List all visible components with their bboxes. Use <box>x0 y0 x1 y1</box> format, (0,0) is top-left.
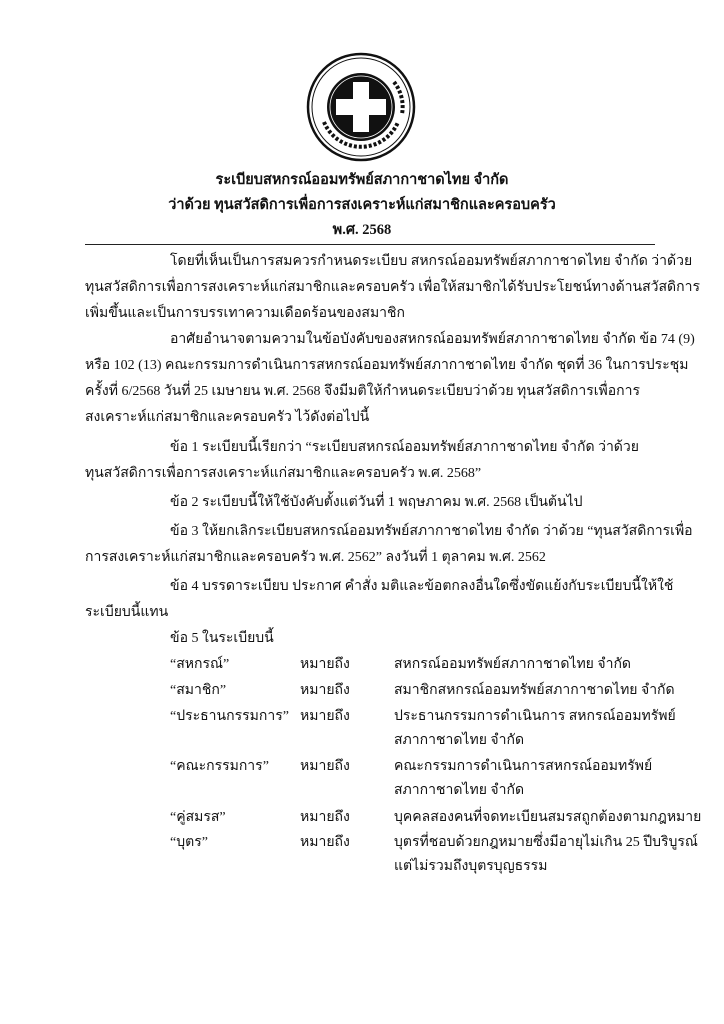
clause-2-line-1: ข้อ 2 ระเบียบนี้ให้ใช้บังคับตั้งแต่วันที่ 1 พฤษภาคม พ.ศ. 2568 เป็นต้นไป <box>170 495 583 510</box>
clause-1-line-1: ข้อ 1 ระเบียบนี้เรียกว่า “ระเบียบสหกรณ์ออมทรัพย์สภากาชาดไทย จำกัด ว่าด้วย <box>170 440 639 455</box>
clause-3-line-1: ข้อ 3 ให้ยกเลิกระเบียบสหกรณ์ออมทรัพย์สภากาชาดไทย จำกัด ว่าด้วย “ทุนสวัสดิการเพื่อ <box>170 524 693 539</box>
authority-line-4: สงเคราะห์แก่สมาชิกและครอบครัว ไว้ดังต่อไปนี้ <box>85 410 370 425</box>
definition-description-cont: แต่ไม่รวมถึงบุตรบุญธรรม <box>394 859 548 874</box>
definition-description: ประธานกรรมการดำเนินการ สหกรณ์ออมทรัพย์ <box>394 709 676 724</box>
definition-description: คณะกรรมการดำเนินการสหกรณ์ออมทรัพย์ <box>394 759 653 774</box>
clause-1-line-2: ทุนสวัสดิการเพื่อการสงเคราะห์แก่สมาชิกและครอบครัว พ.ศ. 2568” <box>85 466 482 481</box>
definition-description: บุตรที่ชอบด้วยกฎหมายซึ่งมีอายุไม่เกิน 25 ปีบริบูรณ์ <box>394 835 698 850</box>
definition-description: สมาชิกสหกรณ์ออมทรัพย์สภากาชาดไทย จำกัด <box>394 683 675 698</box>
definition-description-cont: สภากาชาดไทย จำกัด <box>394 783 525 798</box>
clause-4-line-2: ระเบียบนี้แทน <box>85 605 169 620</box>
authority-line-3: ครั้งที่ 6/2568 วันที่ 25 เมษายน พ.ศ. 2568 จึงมีมติให้กำหนดระเบียบว่าด้วย ทุนสวัสดิการเพื่อการ <box>85 384 641 399</box>
title-divider <box>85 244 655 245</box>
clause-5-line-1: ข้อ 5 ในระเบียบนี้ <box>170 631 274 646</box>
definition-means: หมายถึง <box>300 709 350 724</box>
definition-term: “ประธานกรรมการ” <box>170 709 289 724</box>
definition-term: “สมาชิก” <box>170 683 227 698</box>
definition-term: “สหกรณ์” <box>170 657 230 672</box>
definition-means: หมายถึง <box>300 810 350 825</box>
preamble-line-1: โดยที่เห็นเป็นการสมควรกำหนดระเบียบ สหกรณ์ออมทรัพย์สภากาชาดไทย จำกัด ว่าด้วย <box>170 254 693 269</box>
definition-term: “บุตร” <box>170 835 208 850</box>
authority-line-1: อาศัยอำนาจตามความในข้อบังคับของสหกรณ์ออมทรัพย์สภากาชาดไทย จำกัด ข้อ 74 (9) <box>170 332 695 347</box>
preamble-line-2: ทุนสวัสดิการเพื่อการสงเคราะห์แก่สมาชิกและครอบครัว เพื่อให้สมาชิกได้รับประโยชน์ทางด้านสวัสดิการ <box>85 280 701 295</box>
definition-means: หมายถึง <box>300 683 350 698</box>
definition-description: บุคคลสองคนที่จดทะเบียนสมรสถูกต้องตามกฎหมาย <box>394 810 702 825</box>
definition-means: หมายถึง <box>300 657 350 672</box>
definition-description-cont: สภากาชาดไทย จำกัด <box>394 733 525 748</box>
document-title-line2: ว่าด้วย ทุนสวัสดิการเพื่อการสงเคราะห์แก่สมาชิกและครอบครัว <box>168 197 556 213</box>
document-title-line1: ระเบียบสหกรณ์ออมทรัพย์สภากาชาดไทย จำกัด <box>215 172 509 188</box>
definition-description: สหกรณ์ออมทรัพย์สภากาชาดไทย จำกัด <box>394 657 632 672</box>
definition-term: “คณะกรรมการ” <box>170 759 269 774</box>
document-title-year: พ.ศ. 2568 <box>332 222 392 238</box>
cooperative-seal-logo <box>306 52 416 162</box>
definition-means: หมายถึง <box>300 759 350 774</box>
authority-line-2: หรือ 102 (13) คณะกรรมการดำเนินการสหกรณ์ออมทรัพย์สภากาชาดไทย จำกัด ชุดที่ 36 ในการประชุม <box>85 358 689 373</box>
definition-term: “คู่สมรส” <box>170 810 226 825</box>
clause-4-line-1: ข้อ 4 บรรดาระเบียบ ประกาศ คำสั่ง มติและข้อตกลงอื่นใดซึ่งขัดแย้งกับระเบียบนี้ให้ใช้ <box>170 579 674 594</box>
clause-3-line-2: การสงเคราะห์แก่สมาชิกและครอบครัว พ.ศ. 2562” ลงวันที่ 1 ตุลาคม พ.ศ. 2562 <box>85 550 546 565</box>
definition-means: หมายถึง <box>300 835 350 850</box>
preamble-line-3: เพิ่มขึ้นและเป็นการบรรเทาความเดือดร้อนของสมาชิก <box>85 306 406 321</box>
